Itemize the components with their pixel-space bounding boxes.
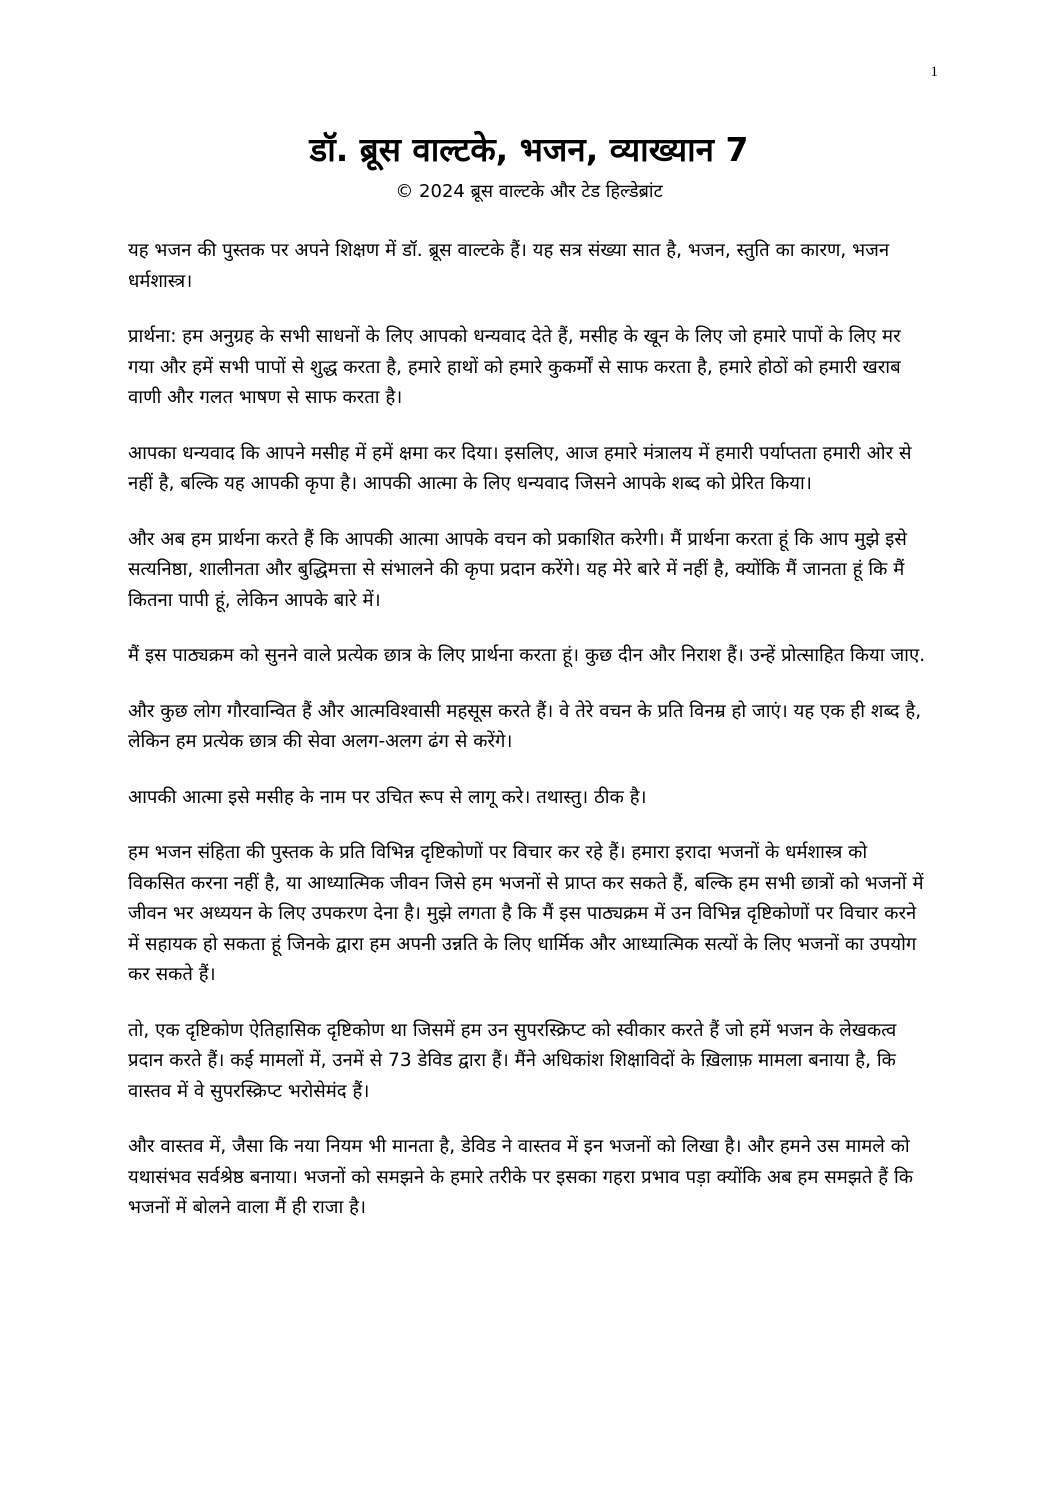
- page-title: डॉ. ब्रूस वाल्टके, भजन, व्याख्यान 7: [309, 130, 749, 169]
- paragraph: मैं इस पाठ्यक्रम को सुनने वाले प्रत्येक छात्र के लिए प्रार्थना करता हूं। कुछ दीन और निराश हैं। उन्हें प्रोत्साहित किया जाए.: [128, 645, 926, 666]
- paragraph: और कुछ लोग गौरवान्वित हैं और आत्मविश्वासी महसूस करते हैं। वे तेरे वचन के प्रति विनम्र हो जाएं। यह एक ही शब्द है, लेकिन हम प्रत्येक छात्र की सेवा अलग-अलग ढंग से करेंगे।: [128, 700, 922, 752]
- paragraph: और अब हम प्रार्थना करते हैं कि आपकी आत्मा आपके वचन को प्रकाशित करेगी। मैं प्रार्थना करता हूं कि आप मुझे इसे सत्यनिष्ठा, शालीनता और बुद्धिमत्ता से संभालने की कृपा प्रदान करेंगे। यह मेरे बारे में नहीं है, क्योंकि मैं जानता हूं कि मैं कितना पापी हूं, लेकिन आपके बारे में।: [128, 528, 907, 611]
- copyright-line: © 2024 ब्रूस वाल्टके और टेड हिल्डेब्रांट: [395, 181, 663, 202]
- paragraph: हम भजन संहिता की पुस्तक के प्रति विभिन्न दृष्टिकोणों पर विचार कर रहे हैं। हमारा इरादा भजनों के धर्मशास्त्र को विकसित करना नहीं है, या आध्यात्मिक जीवन जिसे हम भजनों से प्राप्त कर सकते हैं, बल्कि हम सभी छात्रों को भजनों में जीवन भर अध्ययन के लिए उपकरण देना है। मुझे लगता है कि मैं इस पाठ्यक्रम में उन विभिन्न दृष्टिकोणों पर विचार करने में सहायक हो सकता हूं जिनके द्वारा हम अपनी उन्नति के लिए धार्मिक और आध्यात्मिक सत्यों के लिए भजनों का उपयोग कर सकते हैं।: [128, 842, 924, 985]
- body-text: [128, 236, 928, 1249]
- paragraph: यह भजन की पुस्तक पर अपने शिक्षण में डॉ. ब्रूस वाल्टके हैं। यह सत्र संख्या सात है, भजन, स्तुति का कारण, भजन धर्मशास्त्र।: [128, 240, 890, 292]
- paragraph: आपकी आत्मा इसे मसीह के नाम पर उचित रूप से लागू करे। तथास्तु। ठीक है।: [128, 786, 647, 808]
- page-number: 1: [930, 64, 938, 80]
- paragraph: आपका धन्यवाद कि आपने मसीह में हमें क्षमा कर दिया। इसलिए, आज हमारे मंत्रालय में हमारी पर्याप्तता हमारी ओर से नहीं है, बल्कि यह आपकी कृपा है। आपकी आत्मा के लिए धन्यवाद जिसने आपके शब्द को प्रेरित किया।: [128, 442, 912, 494]
- paragraph: तो, एक दृष्टिकोण ऐतिहासिक दृष्टिकोण था जिसमें हम उन सुपरस्क्रिप्ट को स्वीकार करते हैं जो हमें भजन के लेखकत्व प्रदान करते हैं। कई मामलों में, उनमें से 73 डेविड द्वारा हैं। मैंने अधिकांश शिक्षाविदों के ख़िलाफ़ मामला बनाया है, कि वास्तव में वे सुपरस्क्रिप्ट भरोसेमंद हैं।: [128, 1019, 897, 1102]
- paragraph: और वास्तव में, जैसा कि नया नियम भी मानता है, डेविड ने वास्तव में इन भजनों को लिखा है। और हमने उस मामले को यथासंभव सर्वश्रेष्ठ बनाया। भजनों को समझने के हमारे तरीके पर इसका गहरा प्रभाव पड़ा क्योंकि अब हम समझते हैं कि भजनों में बोलने वाला मैं ही राजा है।: [128, 1136, 913, 1218]
- paragraph: प्रार्थना: हम अनुग्रह के सभी साधनों के लिए आपको धन्यवाद देते हैं, मसीह के खून के लिए जो हमारे पापों के लिए मर गया और हमें सभी पापों से शुद्ध करता है, हमारे हाथों को हमारे कुकर्मों से साफ करता है, हमारे होठों को हमारी खराब वाणी और गलत भाषण से साफ करता है।: [128, 326, 901, 408]
